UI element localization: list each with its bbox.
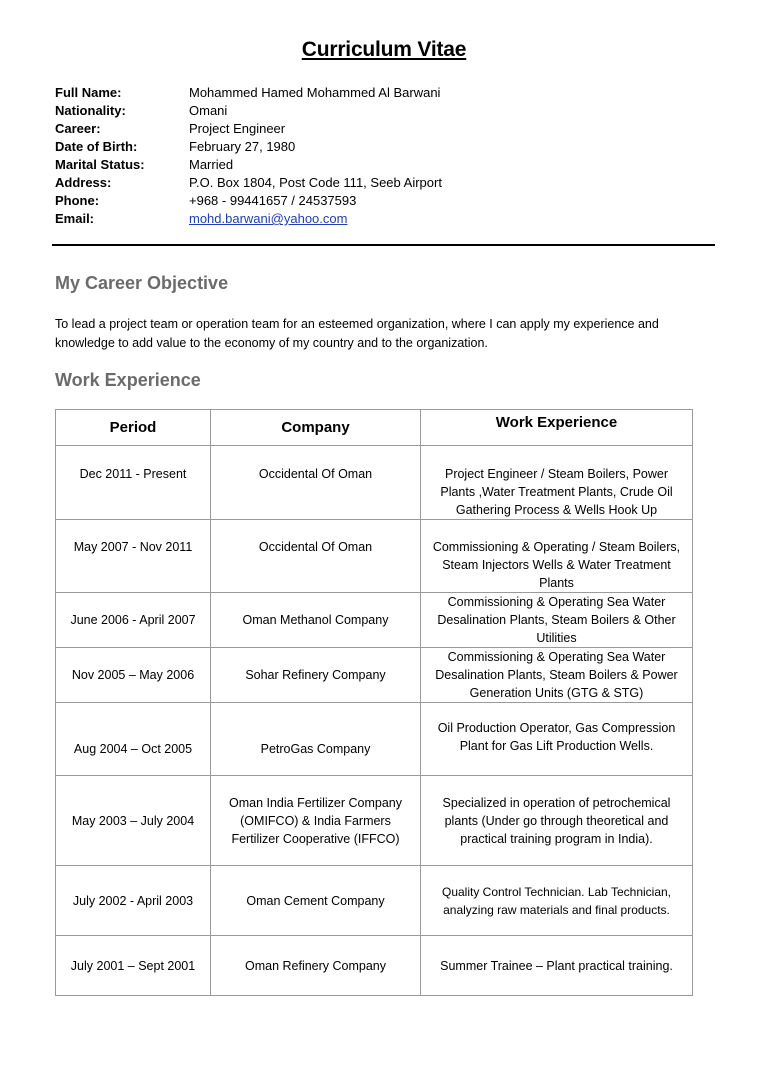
personal-info: [55, 84, 442, 228]
table-row: [56, 776, 693, 866]
experience-cell: Project Engineer / Steam Boilers, Power Plants ,Water Treatment Plants, Crude Oil Gathering Process & Wells Hook Up: [421, 446, 693, 520]
column-header-work-experience: Work Experience: [421, 410, 693, 446]
company-cell: Oman Methanol Company: [211, 593, 421, 648]
info-row-career: [55, 120, 442, 138]
info-label: Email:: [55, 211, 95, 226]
table-row: [56, 593, 693, 648]
career-objective-text: To lead a project team or operation team for an esteemed organization, where I can apply my experience and knowledge to add value to the economy of my country and to the organization.: [55, 317, 659, 350]
info-label: Full Name:: [55, 85, 122, 100]
email-link[interactable]: mohd.barwani@yahoo.com: [189, 211, 348, 226]
info-row-phone: [55, 192, 442, 210]
info-label: Address:: [55, 175, 112, 190]
info-row-date-of-birth: [55, 138, 442, 156]
period-cell: May 2003 – July 2004: [56, 776, 211, 866]
period-cell: May 2007 - Nov 2011: [56, 520, 211, 593]
period-cell: July 2001 – Sept 2001: [56, 936, 211, 996]
info-row-email: [55, 210, 442, 228]
info-row-nationality: [55, 102, 442, 120]
table-row: [56, 520, 693, 593]
period-cell: Aug 2004 – Oct 2005: [56, 703, 211, 776]
experience-cell: Summer Trainee – Plant practical training.: [421, 936, 693, 996]
table-row: [56, 936, 693, 996]
company-cell: Oman India Fertilizer Company (OMIFCO) & India Farmers Fertilizer Cooperative (IFFCO): [211, 776, 421, 866]
work-experience-table: [55, 409, 693, 996]
info-value: Project Engineer: [189, 121, 286, 136]
company-cell: Sohar Refinery Company: [211, 648, 421, 703]
column-header-period: Period: [56, 410, 211, 446]
company-cell: PetroGas Company: [211, 703, 421, 776]
experience-cell: Commissioning & Operating / Steam Boilers, Steam Injectors Wells & Water Treatment Plants: [421, 520, 693, 593]
info-label: Phone:: [55, 193, 100, 208]
info-value: +968 - 99441657 / 24537593: [189, 193, 357, 208]
info-value: Mohammed Hamed Mohammed Al Barwani: [189, 85, 441, 100]
company-cell: Oman Refinery Company: [211, 936, 421, 996]
info-value: Married: [189, 157, 234, 172]
info-row-full-name: [55, 84, 442, 102]
info-value: February 27, 1980: [189, 139, 296, 154]
info-value: Omani: [189, 103, 228, 118]
experience-cell: Quality Control Technician. Lab Technician, analyzing raw materials and final products.: [421, 866, 693, 936]
table-row: [56, 446, 693, 520]
company-cell: Occidental Of Oman: [211, 520, 421, 593]
info-row-marital-status: [55, 156, 442, 174]
column-header-company: Company: [211, 410, 421, 446]
table-row: [56, 866, 693, 936]
info-value: P.O. Box 1804, Post Code 111, Seeb Airport: [189, 175, 442, 190]
info-label: Date of Birth:: [55, 139, 138, 154]
period-cell: Nov 2005 – May 2006: [56, 648, 211, 703]
experience-cell: Oil Production Operator, Gas Compression Plant for Gas Lift Production Wells.: [421, 703, 693, 776]
period-cell: June 2006 - April 2007: [56, 593, 211, 648]
career-objective-heading: My Career Objective: [55, 273, 229, 293]
period-cell: July 2002 - April 2003: [56, 866, 211, 936]
document-title: Curriculum Vitae: [301, 38, 467, 61]
info-label: Nationality:: [55, 103, 126, 118]
table-row: [56, 703, 693, 776]
period-cell: Dec 2011 - Present: [56, 446, 211, 520]
table-header-row: [56, 410, 693, 446]
table-row: [56, 648, 693, 703]
info-row-address: [55, 174, 442, 192]
experience-cell: Commissioning & Operating Sea Water Desalination Plants, Steam Boilers & Other Utilities: [421, 593, 693, 648]
info-label: Career:: [55, 121, 101, 136]
experience-cell: Specialized in operation of petrochemical plants (Under go through theoretical and practical training program in India).: [421, 776, 693, 866]
company-cell: Oman Cement Company: [211, 866, 421, 936]
company-cell: Occidental Of Oman: [211, 446, 421, 520]
horizontal-divider: [52, 244, 715, 246]
work-experience-heading: Work Experience: [55, 370, 201, 390]
experience-cell: Commissioning & Operating Sea Water Desalination Plants, Steam Boilers & Power Generation Units (GTG & STG): [421, 648, 693, 703]
info-label: Marital Status:: [55, 157, 145, 172]
